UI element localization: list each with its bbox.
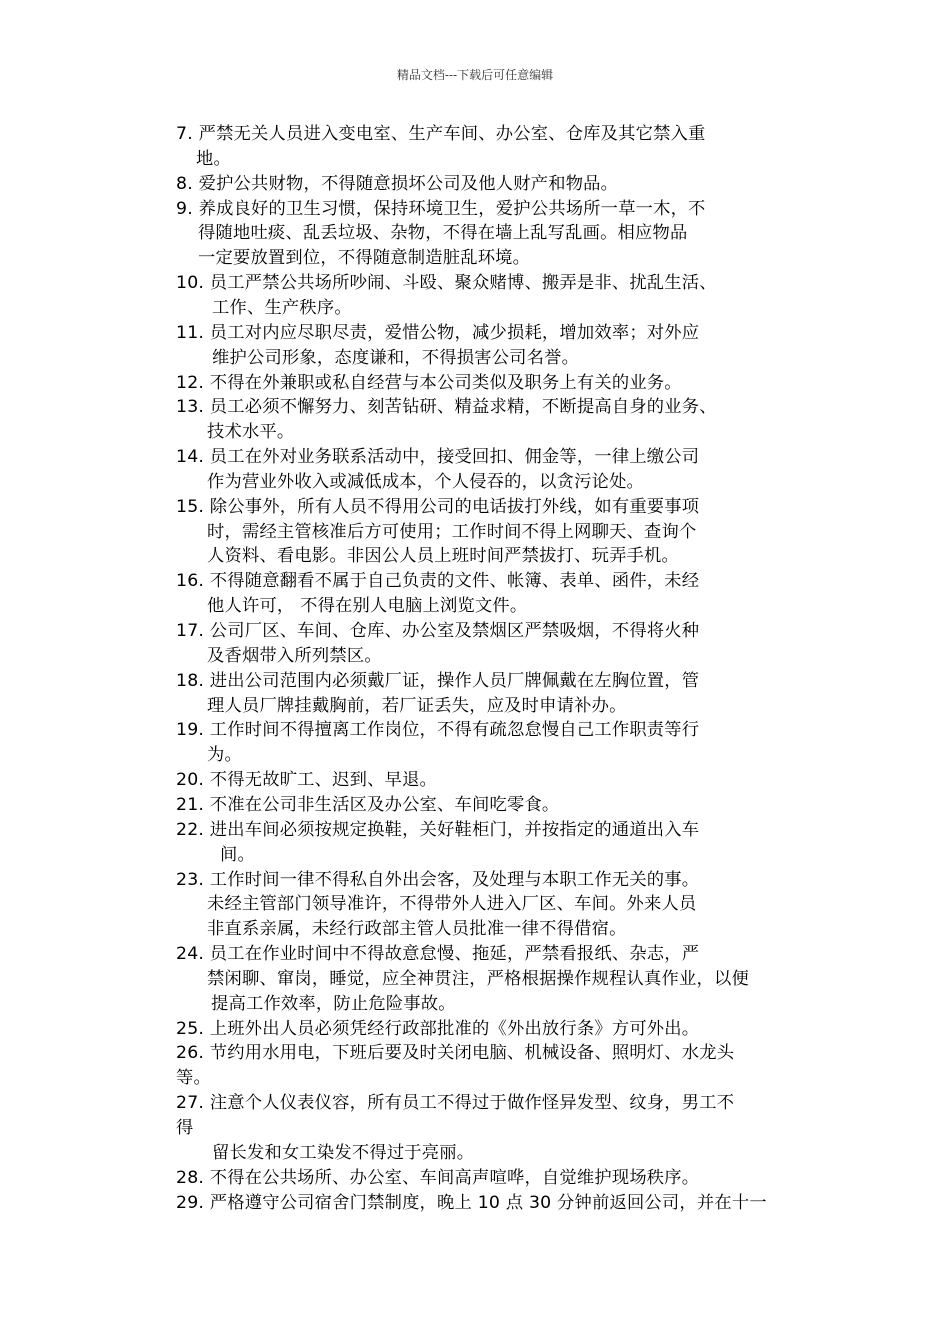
text-line: 10. 员工严禁公共场所吵闹、斗殴、聚众赌博、搬弄是非、扰乱生活、 (176, 273, 717, 294)
text-line: 时，需经主管核准后方可使用；工作时间不得上网聊天、查询个 (207, 521, 697, 542)
text-line: 21. 不准在公司非生活区及办公室、车间吃零食。 (176, 794, 560, 815)
text-line: 25. 上班外出人员必须凭经行政部批准的《外出放行条》方可外出。 (176, 1018, 700, 1039)
text-line: 等。 (176, 1068, 211, 1089)
text-line: 22. 进出车间必须按规定换鞋，关好鞋柜门，并按指定的通道出入车 (176, 819, 700, 840)
text-line: 他人许可， 不得在别人电脑上浏览文件。 (207, 596, 528, 617)
text-line: 19. 工作时间不得擅离工作岗位，不得有疏忽怠慢自己工作职责等行 (176, 720, 700, 741)
text-line: 29. 严格遵守公司宿舍门禁制度，晚上 10 点 30 分钟前返回公司，并在十一 (176, 1192, 767, 1213)
text-line: 13. 员工必须不懈努力、刻苦钻研、精益求精，不断提高自身的业务、 (176, 397, 717, 418)
text-line: 及香烟带入所列禁区。 (207, 645, 382, 666)
text-line: 得随地吐痰、乱丢垃圾、杂物，不得在墙上乱写乱画。相应物品 (198, 223, 688, 244)
text-line: 15. 除公事外，所有人员不得用公司的电话拔打外线，如有重要事项 (176, 496, 700, 517)
text-line: 8. 爱护公共财物，不得随意损坏公司及他人财产和物品。 (176, 173, 619, 194)
text-line: 18. 进出公司范围内必须戴厂证，操作人员厂牌佩戴在左胸位置，管 (176, 670, 700, 691)
text-line: 非直系亲属，未经行政部主管人员批准一律不得借宿。 (207, 919, 627, 940)
text-line: 留长发和女工染发不得过于亮丽。 (212, 1142, 475, 1163)
text-line: 23. 工作时间一律不得私自外出会客，及处理与本职工作无关的事。 (176, 869, 700, 890)
text-line: 24. 员工在作业时间中不得故意怠慢、拖延，严禁看报纸、杂志，严 (176, 944, 700, 965)
text-line: 维护公司形象，态度谦和，不得损害公司名誉。 (212, 347, 580, 368)
text-line: 20. 不得无故旷工、迟到、早退。 (176, 770, 438, 791)
text-line: 提高工作效率，防止危险事故。 (211, 993, 456, 1014)
page-header: 精品文档---下载后可任意编辑 (396, 68, 554, 82)
text-line: 14. 员工在外对业务联系活动中，接受回扣、佣金等，一律上缴公司 (176, 447, 700, 468)
text-line: 地。 (196, 148, 231, 169)
text-line: 7. 严禁无关人员进入变电室、生产车间、办公室、仓库及其它禁入重 (176, 124, 706, 144)
text-line: 16. 不得随意翻看不属于自己负责的文件、帐簿、表单、函件，未经 (176, 571, 700, 592)
text-line: 得 (176, 1118, 194, 1138)
text-line: 禁闲聊、窜岗，睡觉，应全神贯注，严格根据操作规程认真作业，以便 (207, 968, 749, 989)
text-line: 人资料、看电影。非因公人员上班时间严禁拔打、玩弄手机。 (207, 546, 679, 567)
text-line: 26. 节约用水用电，下班后要及时关闭电脑、机械设备、照明灯、水龙头 (176, 1043, 735, 1064)
text-line: 12. 不得在外兼职或私自经营与本公司类似及职务上有关的业务。 (176, 372, 682, 393)
text-line: 间。 (220, 844, 255, 865)
text-line: 9. 养成良好的卫生习惯，保持环境卫生，爱护公共场所一草一木，不 (176, 198, 706, 219)
text-line: 28. 不得在公共场所、办公室、车间高声喧哗，自觉维护现场秩序。 (176, 1167, 700, 1188)
text-line: 27. 注意个人仪表仪容，所有员工不得过于做作怪异发型、纹身，男工不 (176, 1093, 735, 1114)
text-line: 17. 公司厂区、车间、仓库、办公室及禁烟区严禁吸烟，不得将火种 (176, 621, 700, 641)
text-line: 11. 员工对内应尽职尽责，爱惜公物，减少损耗，增加效率；对外应 (176, 322, 700, 343)
text-line: 为。 (207, 745, 242, 766)
text-line: 作为营业外收入或减低成本，个人侵吞的，以贪污论处。 (207, 471, 645, 492)
text-line: 技术水平。 (207, 422, 295, 443)
text-line: 一定要放置到位，不得随意制造脏乱环境。 (198, 248, 531, 269)
text-line: 未经主管部门领导准许，不得带外人进入厂区、车间。外来人员 (207, 894, 697, 915)
text-line: 理人员厂牌挂戴胸前，若厂证丢失，应及时申请补办。 (207, 695, 627, 716)
text-line: 工作、生产秩序。 (212, 297, 352, 318)
